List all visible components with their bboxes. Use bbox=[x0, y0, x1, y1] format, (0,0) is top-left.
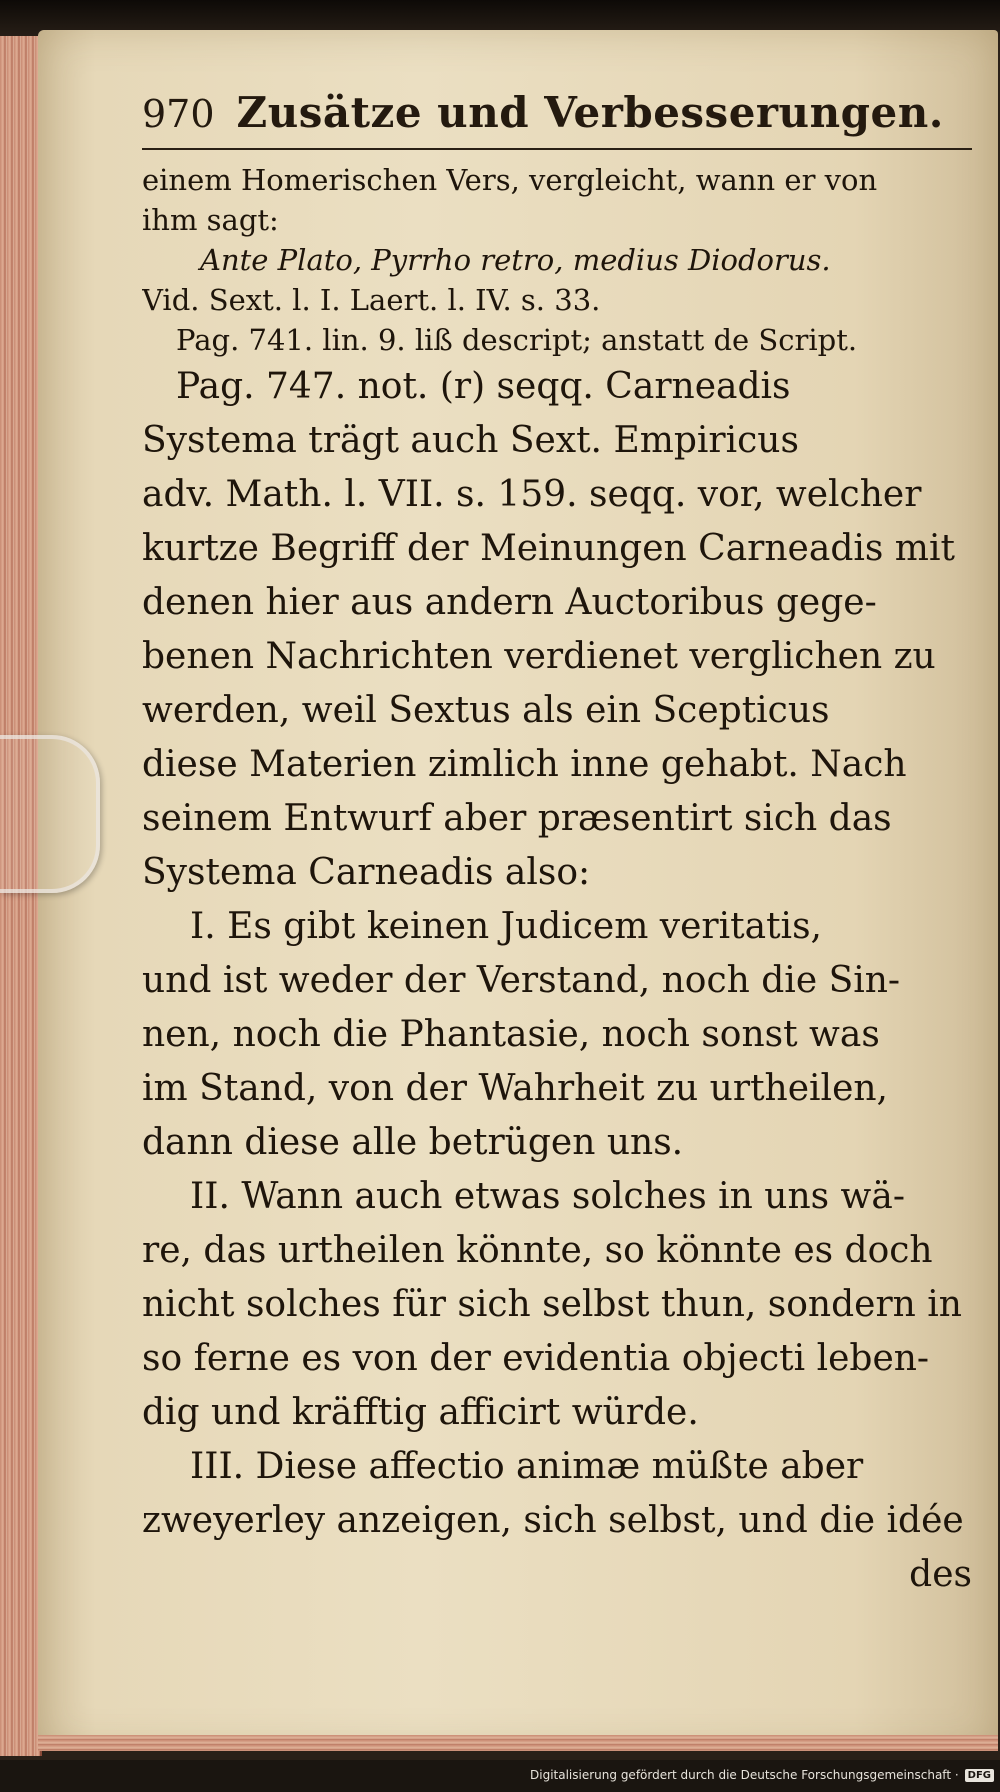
running-head bbox=[142, 88, 972, 148]
text-line: II. Wann auch etwas solches in uns wä- bbox=[190, 1176, 905, 1217]
credit-text: Digitalisierung gefördert durch die Deutsche Forschungsgemeinschaft · bbox=[530, 1768, 959, 1782]
text-line: und ist weder der Verstand, noch die Sin- bbox=[142, 960, 901, 1001]
text-line: im Stand, von der Wahrheit zu urtheilen, bbox=[142, 1068, 888, 1109]
page-number: 970 bbox=[142, 92, 215, 136]
text-line: Systema trägt auch Sext. Empiricus bbox=[142, 420, 799, 461]
text-line: dann diese alle betrügen uns. bbox=[142, 1122, 684, 1163]
text-line: benen Nachrichten verdienet verglichen zu bbox=[142, 636, 936, 677]
text-line: diese Materien zimlich inne gehabt. Nach bbox=[142, 744, 907, 785]
text-line: dig und kräfftig afficirt würde. bbox=[142, 1392, 699, 1433]
running-title: Zusätze und Verbesserungen. bbox=[236, 88, 944, 137]
text-line: III. Diese affectio animæ müßte aber bbox=[190, 1446, 864, 1487]
text-line: Pag. 741. lin. 9. liß descript; anstatt de Script. bbox=[176, 323, 858, 357]
text-line: seinem Entwurf aber præsentirt sich das bbox=[142, 798, 892, 839]
text-line: re, das urtheilen könnte, so könnte es doch bbox=[142, 1230, 933, 1271]
text-line: Vid. Sext. l. I. Laert. l. IV. s. 33. bbox=[142, 283, 601, 317]
text-line: ihm sagt: bbox=[142, 203, 279, 237]
page-bottom-edge bbox=[38, 1735, 998, 1751]
main-paragraph bbox=[142, 360, 972, 1602]
catchword: des bbox=[909, 1554, 972, 1595]
text-line: I. Es gibt keinen Judicem veritatis, bbox=[190, 906, 822, 947]
text-line: Pag. 747. not. (r) seqq. Carneadis bbox=[176, 366, 791, 407]
page-edges bbox=[0, 36, 42, 1756]
verse-line: Ante Plato, Pyrrho retro, medius Diodorus. bbox=[200, 243, 831, 277]
text-line: werden, weil Sextus als ein Scepticus bbox=[142, 690, 830, 731]
text-line: Systema Carneadis also: bbox=[142, 852, 591, 893]
page-clip bbox=[0, 735, 100, 893]
text-line: zweyerley anzeigen, sich selbst, und die idée bbox=[142, 1500, 964, 1541]
head-rule bbox=[142, 148, 972, 150]
text-line: denen hier aus andern Auctoribus gege- bbox=[142, 582, 877, 623]
text-line: so ferne es von der evidentia objecti leben- bbox=[142, 1338, 930, 1379]
page-text bbox=[142, 160, 972, 1602]
text-line: einem Homerischen Vers, vergleicht, wann er von bbox=[142, 163, 878, 197]
text-line: nicht solches für sich selbst thun, sondern in bbox=[142, 1284, 962, 1325]
text-line: nen, noch die Phantasie, noch sonst was bbox=[142, 1014, 880, 1055]
digitization-credit bbox=[530, 1764, 994, 1786]
text-line: adv. Math. l. VII. s. 159. seqq. vor, welcher bbox=[142, 474, 922, 515]
text-line: kurtze Begriff der Meinungen Carneadis mit bbox=[142, 528, 955, 569]
dfg-logo: DFG bbox=[965, 1769, 994, 1782]
